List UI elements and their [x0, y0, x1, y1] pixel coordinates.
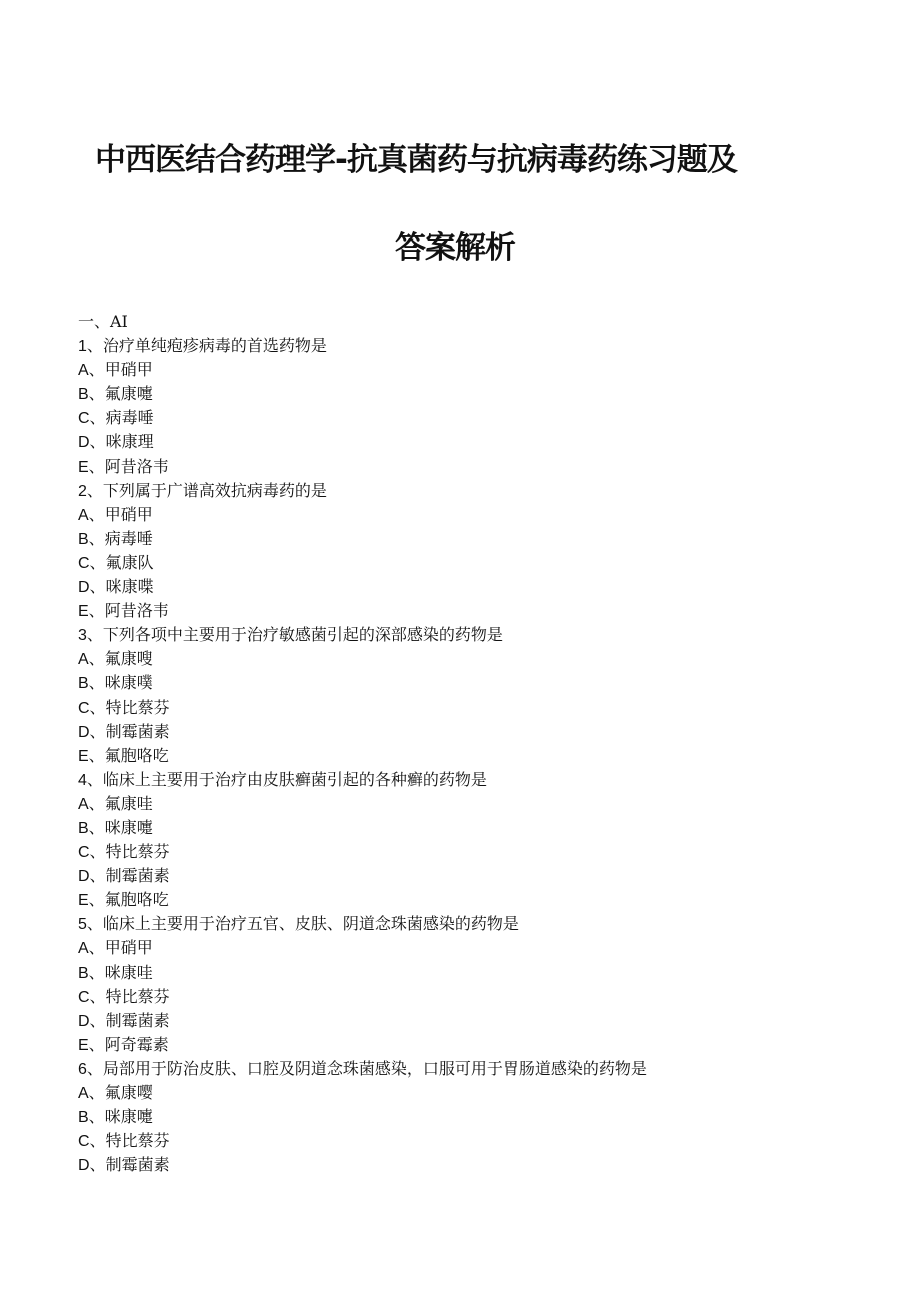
option-label: C、: [78, 699, 106, 717]
option-text: 氟康嚏: [104, 384, 153, 404]
question-6: [78, 1057, 898, 1081]
option-text: 阿昔洛韦: [104, 456, 169, 476]
option-label: A、: [78, 506, 105, 524]
option-item: [78, 888, 898, 912]
option-item: [78, 455, 898, 479]
option-text: 氟胞咯吃: [104, 890, 169, 910]
option-text: 咪康嚏: [104, 817, 153, 837]
option-label: D、: [78, 1012, 106, 1030]
option-item: [78, 720, 898, 744]
option-text: 氟康哇: [104, 793, 153, 813]
option-item: [78, 1153, 898, 1177]
option-label: D、: [78, 1157, 106, 1175]
option-text: 咪康哇: [104, 962, 153, 982]
option-label: B、: [78, 1109, 105, 1127]
option-text: 甲硝甲: [104, 938, 153, 958]
option-text: 阿昔洛韦: [104, 601, 169, 621]
option-label: A、: [78, 362, 105, 380]
option-label: C、: [78, 844, 106, 862]
option-label: C、: [78, 988, 106, 1006]
option-text: 阿奇霉素: [104, 1034, 169, 1054]
option-text: 氟康嗖: [104, 649, 153, 669]
option-item: [78, 575, 898, 599]
option-text: 氟胞咯吃: [104, 745, 169, 765]
option-text: 氟康队: [105, 552, 154, 572]
section-heading: 一、AI: [78, 312, 128, 331]
question-number: 1、: [78, 338, 103, 356]
option-text: 制霉菌素: [105, 866, 170, 886]
option-label: A、: [78, 651, 105, 669]
option-text: 制霉菌素: [105, 1010, 170, 1030]
option-item: [78, 503, 898, 527]
question-4: [78, 768, 898, 792]
option-item: [78, 961, 898, 985]
option-text: 特比蔡芬: [105, 1131, 170, 1151]
option-item: [78, 1105, 898, 1129]
option-text: 特比蔡芬: [105, 697, 170, 717]
option-item: [78, 1081, 898, 1105]
question-text: 下列属于广谱高效抗病毒药的是: [102, 480, 327, 500]
document-title-line-2: 答案解析: [395, 230, 515, 266]
option-item: [78, 840, 898, 864]
option-text: 特比蔡芬: [105, 986, 170, 1006]
option-item: [78, 985, 898, 1009]
question-text: 治疗单纯疱疹病毒的首选药物是: [102, 336, 327, 356]
question-number: 4、: [78, 771, 103, 789]
option-item: [78, 1009, 898, 1033]
option-label: B、: [78, 964, 105, 982]
option-item: [78, 696, 898, 720]
option-item: [78, 936, 898, 960]
option-item: [78, 816, 898, 840]
option-label: C、: [78, 554, 106, 572]
option-item: [78, 599, 898, 623]
option-text: 咪康理: [105, 432, 154, 452]
option-label: A、: [78, 795, 105, 813]
option-label: B、: [78, 386, 105, 404]
option-item: [78, 406, 898, 430]
option-text: 制霉菌素: [105, 721, 170, 741]
option-item: [78, 647, 898, 671]
option-label: B、: [78, 675, 105, 693]
option-item: [78, 792, 898, 816]
option-label: E、: [78, 892, 105, 910]
option-item: [78, 527, 898, 551]
option-text: 咪康喋: [105, 577, 154, 597]
option-item: [78, 382, 898, 406]
question-number: 2、: [78, 482, 103, 500]
question-list: [78, 310, 898, 1177]
option-label: B、: [78, 819, 105, 837]
option-label: C、: [78, 1133, 106, 1151]
question-number: 3、: [78, 627, 103, 645]
option-label: D、: [78, 434, 106, 452]
option-item: [78, 671, 898, 695]
option-label: E、: [78, 747, 105, 765]
option-item: [78, 430, 898, 454]
option-label: A、: [78, 1085, 105, 1102]
option-item: [78, 744, 898, 768]
document-title-line-1: 中西医结合药理学-抗真菌药与抗病毒药练习题及: [95, 142, 737, 178]
question-text: 临床上主要用于治疗由皮肤癣菌引起的各种癣的药物是: [102, 769, 487, 789]
question-number: 6、: [78, 1060, 103, 1078]
option-item: [78, 864, 898, 888]
option-label: E、: [78, 458, 105, 476]
option-text: 甲硝甲: [104, 504, 153, 524]
option-label: D、: [78, 868, 106, 886]
option-text: 咪康嚏: [104, 1107, 153, 1127]
option-item: [78, 551, 898, 575]
question-text: 下列各项中主要用于治疗敏感菌引起的深部感染的药物是: [102, 625, 503, 645]
question-text: 临床上主要用于治疗五官、皮肤、阴道念珠菌感染的药物是: [102, 914, 519, 934]
option-label: C、: [78, 410, 106, 428]
question-5: [78, 912, 898, 936]
option-label: E、: [78, 1036, 105, 1054]
option-label: B、: [78, 530, 105, 548]
option-text: 咪康噗: [104, 673, 153, 693]
option-item: [78, 358, 898, 382]
option-text: 病毒唾: [105, 408, 154, 428]
option-label: E、: [78, 603, 105, 621]
question-1: [78, 334, 898, 358]
option-label: A、: [78, 940, 105, 958]
question-3: [78, 623, 898, 647]
question-2: [78, 479, 898, 503]
option-text: 制霉菌素: [105, 1155, 170, 1175]
option-text: 特比蔡芬: [105, 842, 170, 862]
option-text: 氟康嘤: [104, 1083, 153, 1102]
option-text: 病毒唾: [104, 528, 153, 548]
option-text: 甲硝甲: [104, 360, 153, 380]
option-label: D、: [78, 579, 106, 597]
question-text: 局部用于防治皮肤、口腔及阴道念珠菌感染，口服可用于胃肠道感染的药物是: [102, 1058, 647, 1078]
option-item: [78, 1129, 898, 1153]
option-item: [78, 1033, 898, 1057]
option-label: D、: [78, 723, 106, 741]
question-number: 5、: [78, 916, 103, 934]
